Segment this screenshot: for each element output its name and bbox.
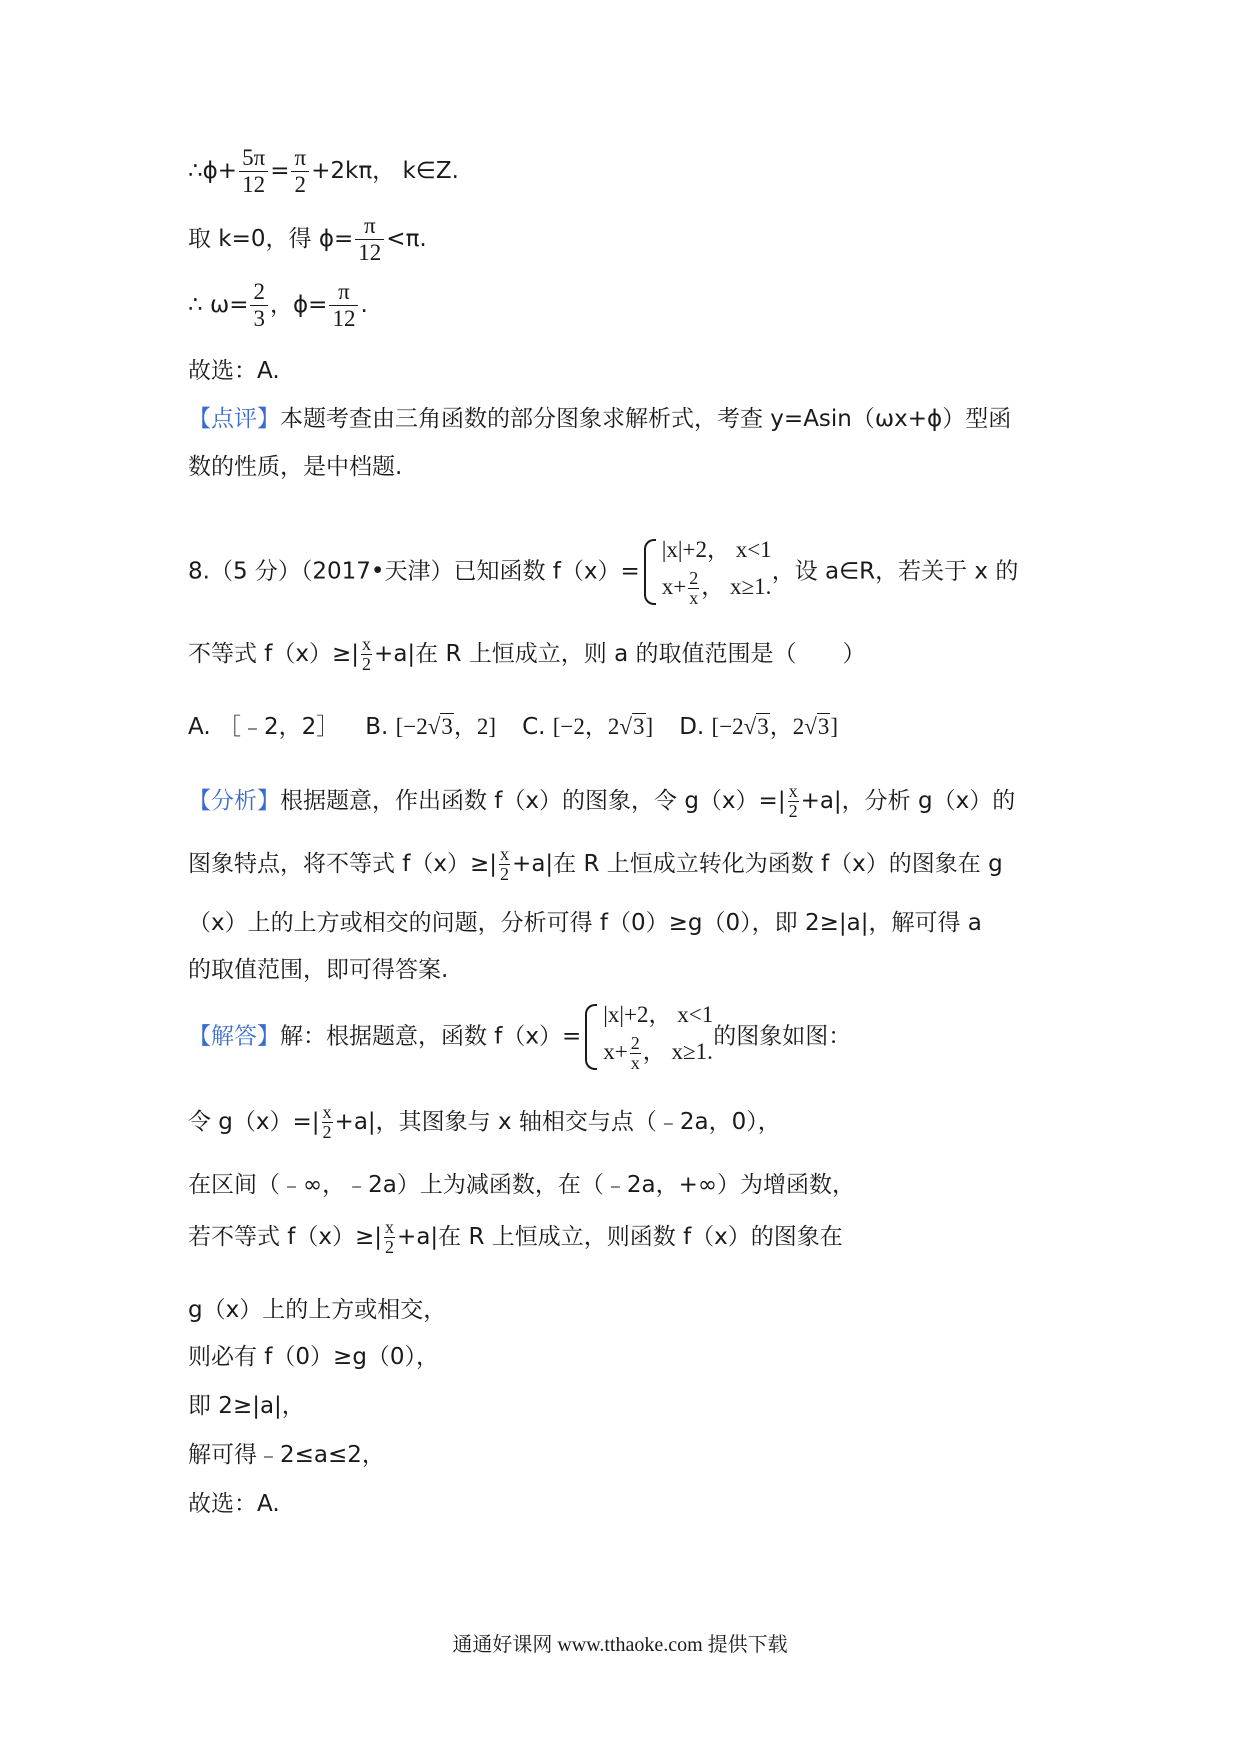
page-footer: 通通好课网 www.tthaoke.com 提供下载 [452,1634,788,1656]
option-b: B. [−2√3，2] [365,714,497,740]
analysis-tag: 【分析】 [188,788,280,814]
analysis-line-4: 的取值范围，即可得答案. [188,957,449,983]
fraction: $\frac{x}{2}$ [500,844,510,884]
fraction: $\frac{\pi}{12}$ [355,213,384,266]
fraction: $\frac{x}{2}$ [322,1102,332,1142]
fraction: $\frac{2}{x}$ [689,568,699,609]
option-d: D. [−2√3，2√3] [679,714,839,740]
answer-tag: 【解答】 [188,1023,280,1050]
sol7-line-4: 故选：A. [188,358,280,384]
answer-line-4: 若不等式 f（x）≥| $\frac{x}{2}$ +a|在 R 上恒成立，则函数 f（x）的图象在 [188,1217,843,1257]
analysis-line-3: （x）上的上方或相交的问题，分析可得 f（0）≥g（0），即 2≥|a|，解可得 a [188,910,982,936]
q8-options [188,712,864,742]
q8-line-1: 8.（5 分）（2017•天津）已知函数 f（x）= |x|+2， x<1 x+ $\frac{2}{x}$ ， x≥1. ，设 a∈R，若关于 x 的 [188,537,1019,609]
review-tag: 【点评】 [188,406,280,432]
answer-line-5: g（x）上的上方或相交， [188,1297,447,1323]
answer-line-3: 在区间（﹣∞，﹣2a）上为减函数，在（﹣2a，+∞）为增函数， [188,1172,856,1198]
answer-line-6: 则必有 f（0）≥g（0）， [188,1344,440,1370]
review-line-1: 【点评】本题考查由三角函数的部分图象求解析式，考查 y=Asin（ωx+ϕ）型函 [188,406,1012,432]
answer-line-9: 故选：A. [188,1491,280,1517]
answer-line-7: 即 2≥|a|， [188,1393,305,1419]
analysis-line-2: 图象特点，将不等式 f（x）≥| $\frac{x}{2}$ +a|在 R 上恒成立转化为函数 f（x）的图象在 g [188,844,1003,884]
piecewise-brace: |x|+2， x<1 x+ $\frac{2}{x}$ ， x≥1. [581,1000,713,1074]
answer-line-2: 令 g（x）=| $\frac{x}{2}$ +a|，其图象与 x 轴相交与点（﹣2a，0）， [188,1102,781,1142]
q8-line-2: 不等式 f（x）≥| $\frac{x}{2}$ +a|在 R 上恒成立，则 a 的取值范围是（ ） [188,634,866,674]
fraction: $\frac{\pi}{2}$ [291,145,309,198]
review-line-2: 数的性质，是中档题. [188,454,403,480]
fraction: $\frac{x}{2}$ [385,1217,395,1257]
fraction: $\frac{\pi}{12}$ [329,279,358,332]
sol7-line-3: ∴ ω= $\frac{2}{3}$ ，ϕ= $\frac{\pi}{12}$ . [188,279,368,331]
fraction: $\frac{x}{2}$ [362,634,372,674]
option-a: A. ［﹣2，2］ [188,714,340,740]
option-c: C. [−2，2√3] [522,714,654,740]
fraction: $\frac{5\pi}{12}$ [239,145,268,198]
analysis-line-1: 【分析】根据题意，作出函数 f（x）的图象，令 g（x）=| $\frac{x}{2}$ +a|，分析 g（x）的 [188,781,1016,821]
fraction: $\frac{2}{3}$ [250,279,268,332]
sol7-line-1: ∴ϕ+ $\frac{5\pi}{12}$ = $\frac{\pi}{2}$ +2kπ， k∈Z. [188,145,459,197]
fraction: $\frac{2}{x}$ [630,1033,640,1074]
answer-line-8: 解可得﹣2≤a≤2， [188,1442,385,1468]
piecewise-brace: |x|+2， x<1 x+ $\frac{2}{x}$ ， x≥1. [640,535,772,609]
sol7-line-2: 取 k=0，得 ϕ= $\frac{\pi}{12}$ <π. [188,213,427,265]
answer-line-1: 【解答】解：根据题意，函数 f（x）= |x|+2， x<1 x+ $\frac{2}{x}$ ， x≥1. 的图象如图： [188,1002,852,1074]
fraction: $\frac{x}{2}$ [788,781,798,821]
